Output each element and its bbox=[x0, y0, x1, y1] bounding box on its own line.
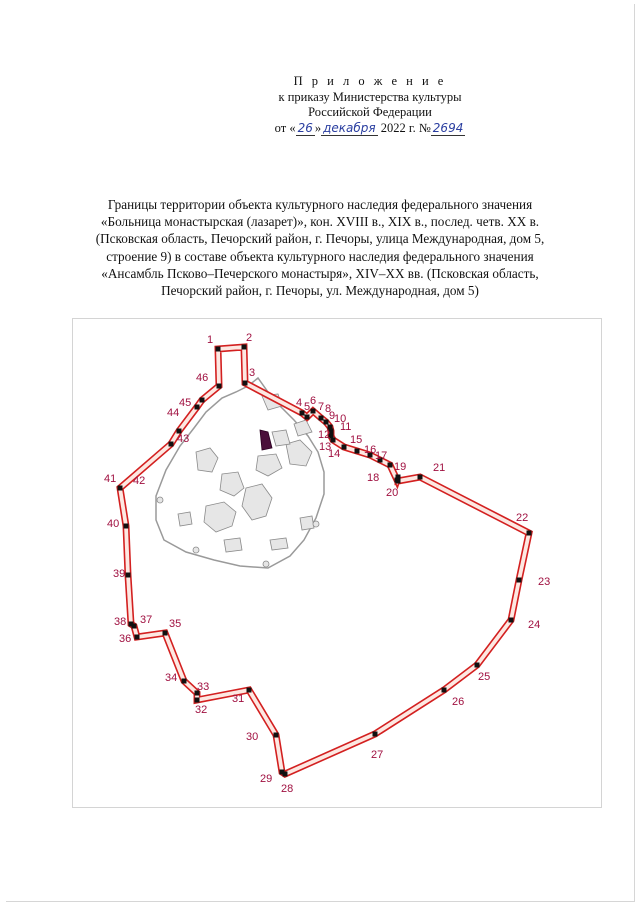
title-line: Печорский район, г. Печоры, ул. Международная, дом 5) bbox=[161, 283, 479, 299]
boundary-point-30 bbox=[274, 733, 279, 738]
point-label-19: 19 bbox=[394, 461, 407, 473]
point-label-8: 8 bbox=[325, 403, 332, 415]
boundary-point-41 bbox=[118, 486, 123, 491]
boundary-point-2 bbox=[242, 345, 247, 350]
boundary-point-17 bbox=[388, 463, 393, 468]
title-line: Границы территории объекта культурного наследия федерального значения bbox=[107, 197, 533, 212]
boundary-point-40 bbox=[124, 524, 129, 529]
doc-number: 2694 bbox=[432, 120, 464, 135]
boundary-point-36 bbox=[135, 635, 140, 640]
point-label-26: 26 bbox=[452, 696, 465, 708]
point-label-22: 22 bbox=[516, 512, 529, 524]
boundary-point-27 bbox=[373, 732, 378, 737]
date-prefix: от « bbox=[274, 120, 296, 135]
boundary-point-21 bbox=[418, 475, 423, 480]
date-month: декабря bbox=[323, 120, 376, 135]
point-label-37: 37 bbox=[140, 614, 153, 626]
point-label-9: 9 bbox=[329, 410, 336, 422]
point-label-5: 5 bbox=[304, 401, 311, 413]
point-label-24: 24 bbox=[528, 619, 541, 631]
boundary-point-5 bbox=[305, 415, 310, 420]
title-line: строение 9) в составе объекта культурного наследия федерального значения bbox=[106, 248, 534, 264]
boundary-point-42 bbox=[169, 442, 174, 447]
point-label-16: 16 bbox=[364, 444, 377, 456]
point-label-14: 14 bbox=[328, 448, 341, 460]
boundary-point-3 bbox=[243, 381, 248, 386]
point-label-18: 18 bbox=[367, 472, 380, 484]
point-label-30: 30 bbox=[246, 731, 259, 743]
boundary-point-7 bbox=[319, 416, 324, 421]
point-label-4: 4 bbox=[296, 397, 303, 409]
title-line: «Ансамбль Псково–Печерского монастыря», XIV–XX вв. (Псковская область, bbox=[101, 265, 539, 281]
point-label-28: 28 bbox=[281, 783, 294, 795]
point-label-46: 46 bbox=[196, 372, 209, 384]
point-label-25: 25 bbox=[478, 671, 491, 683]
point-label-32: 32 bbox=[195, 704, 208, 716]
point-label-44: 44 bbox=[167, 407, 180, 419]
point-label-27: 27 bbox=[371, 749, 384, 761]
point-label-31: 31 bbox=[232, 693, 245, 705]
boundary-point-14 bbox=[355, 449, 360, 454]
date-day: 26 bbox=[297, 120, 313, 135]
point-label-33: 33 bbox=[197, 681, 210, 693]
point-label-21: 21 bbox=[433, 462, 446, 474]
point-label-20: 20 bbox=[386, 487, 399, 499]
title-line: «Больница монастырская (лазарет)», кон. XVIII в., XIX в., послед. четв. XX в. bbox=[100, 214, 540, 230]
point-label-17: 17 bbox=[375, 450, 388, 462]
boundary-point-29 bbox=[280, 770, 285, 775]
boundary-point-12 bbox=[331, 438, 336, 443]
point-label-38: 38 bbox=[114, 616, 127, 628]
boundary-point-20 bbox=[396, 479, 401, 484]
point-label-35: 35 bbox=[169, 618, 182, 630]
boundary-point-1 bbox=[216, 347, 221, 352]
appendix-federation-line: Российской Федерации bbox=[308, 105, 432, 119]
point-label-23: 23 bbox=[538, 576, 551, 588]
point-label-3: 3 bbox=[249, 367, 256, 379]
point-label-29: 29 bbox=[260, 773, 273, 785]
point-label-13: 13 bbox=[319, 441, 332, 453]
point-label-36: 36 bbox=[119, 633, 132, 645]
appendix-heading: П р и л о ж е н и е bbox=[293, 74, 447, 88]
boundary-point-25 bbox=[475, 663, 480, 668]
boundary-point-46 bbox=[217, 384, 222, 389]
boundary-point-26 bbox=[442, 688, 447, 693]
boundary-point-45 bbox=[200, 398, 205, 403]
point-label-12: 12 bbox=[318, 429, 331, 441]
point-label-45: 45 bbox=[179, 397, 192, 409]
point-label-6: 6 bbox=[310, 395, 317, 407]
point-label-15: 15 bbox=[350, 434, 363, 446]
point-label-43: 43 bbox=[177, 433, 190, 445]
boundary-point-44 bbox=[195, 405, 200, 410]
boundary-point-39 bbox=[126, 573, 131, 578]
boundary-point-6 bbox=[311, 409, 316, 414]
point-label-7: 7 bbox=[318, 401, 325, 413]
appendix-order-line: к приказу Министерства культуры bbox=[278, 89, 462, 104]
boundary-point-13 bbox=[342, 445, 347, 450]
boundary-point-24 bbox=[509, 618, 514, 623]
title-line: (Псковская область, Печорский район, г. Печоры, улица Международная, дом 5, bbox=[95, 231, 545, 247]
point-label-34: 34 bbox=[165, 672, 178, 684]
point-label-39: 39 bbox=[113, 568, 126, 580]
boundary-point-31 bbox=[247, 688, 252, 693]
date-year: 2022 г. № bbox=[380, 120, 431, 135]
boundary-point-38 bbox=[129, 622, 134, 627]
boundary-point-35 bbox=[163, 631, 168, 636]
point-label-1: 1 bbox=[207, 334, 214, 346]
point-label-10: 10 bbox=[334, 413, 347, 425]
boundary-point-34 bbox=[182, 679, 187, 684]
boundary-point-22 bbox=[527, 531, 532, 536]
point-labels bbox=[104, 332, 550, 795]
point-label-41: 41 bbox=[104, 473, 117, 485]
point-label-42: 42 bbox=[133, 475, 146, 487]
point-label-11: 11 bbox=[340, 421, 352, 433]
point-label-40: 40 bbox=[107, 518, 120, 530]
boundary-point-23 bbox=[517, 578, 522, 583]
boundary-point-8 bbox=[324, 420, 329, 425]
date-mid: » bbox=[314, 120, 322, 135]
point-label-2: 2 bbox=[246, 332, 253, 344]
boundary-point-32 bbox=[195, 698, 200, 703]
